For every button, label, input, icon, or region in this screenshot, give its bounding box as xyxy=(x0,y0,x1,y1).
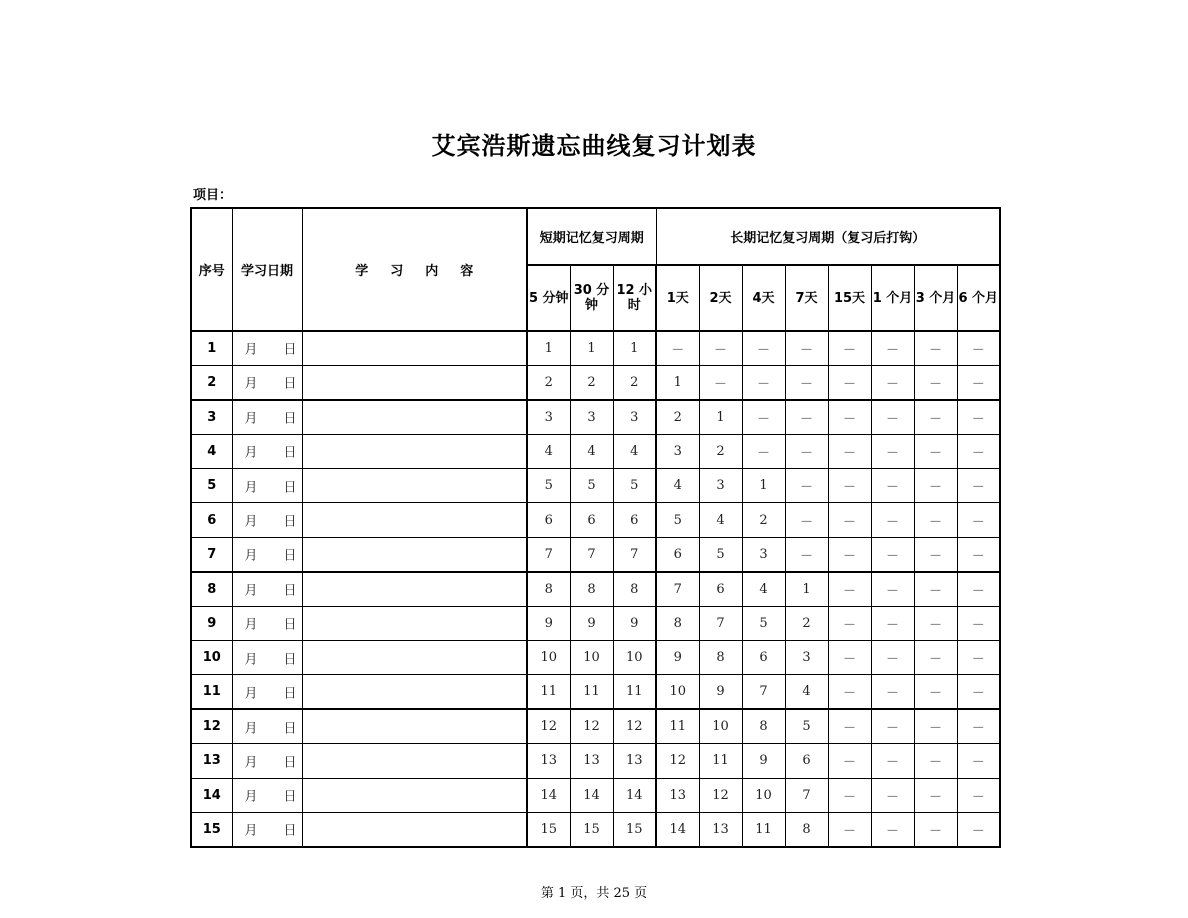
review-cell[interactable]: － xyxy=(828,572,871,606)
study-date-cell[interactable] xyxy=(232,434,302,468)
review-cell[interactable]: 6 xyxy=(742,641,785,675)
date-month-label: 月 xyxy=(244,652,258,668)
review-cell[interactable]: 13 xyxy=(527,744,570,778)
header-long-term: 长期记忆复习周期（复习后打钩） xyxy=(656,208,1000,265)
review-cell[interactable]: 5 xyxy=(570,469,613,503)
table-row xyxy=(191,503,1000,537)
review-cell[interactable]: － xyxy=(914,503,957,537)
study-date-cell[interactable] xyxy=(232,778,302,812)
study-content-cell[interactable] xyxy=(302,331,527,365)
review-cell[interactable]: － xyxy=(957,469,1000,503)
study-date-cell[interactable] xyxy=(232,537,302,571)
review-cell[interactable]: 8 xyxy=(785,812,828,846)
review-cell[interactable]: 10 xyxy=(570,641,613,675)
row-index: 4 xyxy=(191,434,232,468)
review-cell[interactable]: － xyxy=(914,400,957,434)
study-date-cell[interactable] xyxy=(232,744,302,778)
review-cell[interactable]: － xyxy=(828,641,871,675)
review-cell[interactable]: 2 xyxy=(699,434,742,468)
review-cell[interactable]: 11 xyxy=(699,744,742,778)
review-cell[interactable]: － xyxy=(914,572,957,606)
review-cell[interactable]: － xyxy=(656,331,699,365)
review-cell[interactable]: － xyxy=(914,641,957,675)
review-cell[interactable]: － xyxy=(828,365,871,399)
review-cell[interactable]: 13 xyxy=(613,744,656,778)
review-cell[interactable]: 6 xyxy=(785,744,828,778)
review-cell[interactable]: 13 xyxy=(656,778,699,812)
table-row xyxy=(191,641,1000,675)
review-cell[interactable]: 1 xyxy=(785,572,828,606)
review-cell[interactable]: 4 xyxy=(742,572,785,606)
review-cell[interactable]: － xyxy=(828,709,871,743)
review-cell[interactable]: － xyxy=(828,503,871,537)
study-date-cell[interactable] xyxy=(232,331,302,365)
review-cell[interactable]: － xyxy=(828,331,871,365)
review-cell[interactable]: － xyxy=(871,537,914,571)
study-content-cell[interactable] xyxy=(302,641,527,675)
review-cell[interactable]: 3 xyxy=(699,469,742,503)
review-cell[interactable]: － xyxy=(957,434,1000,468)
study-content-cell[interactable] xyxy=(302,400,527,434)
interval-header: 2天 xyxy=(699,265,742,331)
review-cell[interactable]: 5 xyxy=(785,709,828,743)
review-cell[interactable]: 9 xyxy=(527,606,570,640)
review-cell[interactable]: 11 xyxy=(570,675,613,709)
date-day-label: 日 xyxy=(283,480,297,496)
review-cell[interactable]: － xyxy=(742,365,785,399)
date-month-label: 月 xyxy=(244,480,258,496)
table-row xyxy=(191,331,1000,365)
review-cell[interactable]: － xyxy=(828,675,871,709)
header-row-1 xyxy=(191,208,1000,265)
review-cell[interactable]: 4 xyxy=(785,675,828,709)
review-cell[interactable]: 13 xyxy=(570,744,613,778)
review-cell[interactable]: － xyxy=(914,365,957,399)
review-cell[interactable]: － xyxy=(957,365,1000,399)
review-cell[interactable]: 3 xyxy=(527,400,570,434)
review-cell[interactable]: － xyxy=(957,641,1000,675)
date-month-label: 月 xyxy=(244,514,258,530)
review-cell[interactable]: 7 xyxy=(785,778,828,812)
review-cell[interactable]: 5 xyxy=(699,537,742,571)
review-cell[interactable]: － xyxy=(828,434,871,468)
review-cell[interactable]: － xyxy=(957,778,1000,812)
interval-header: 6 个月 xyxy=(957,265,1000,331)
study-date-cell[interactable] xyxy=(232,365,302,399)
review-cell[interactable]: 6 xyxy=(699,572,742,606)
review-cell[interactable]: － xyxy=(785,331,828,365)
review-cell[interactable]: － xyxy=(785,400,828,434)
date-month-label: 月 xyxy=(244,548,258,564)
review-cell[interactable]: 2 xyxy=(613,365,656,399)
date-day-label: 日 xyxy=(283,548,297,564)
review-cell[interactable]: 1 xyxy=(699,400,742,434)
study-date-cell[interactable] xyxy=(232,709,302,743)
date-month-label: 月 xyxy=(244,411,258,427)
review-cell[interactable]: 7 xyxy=(656,572,699,606)
review-cell[interactable]: 8 xyxy=(613,572,656,606)
date-month-label: 月 xyxy=(244,789,258,805)
table-row xyxy=(191,537,1000,571)
review-cell[interactable]: 4 xyxy=(527,434,570,468)
review-cell[interactable]: 11 xyxy=(656,709,699,743)
date-month-label: 月 xyxy=(244,583,258,599)
review-cell[interactable]: 10 xyxy=(699,709,742,743)
row-index: 9 xyxy=(191,606,232,640)
date-day-label: 日 xyxy=(283,583,297,599)
review-cell[interactable]: 11 xyxy=(527,675,570,709)
study-content-cell[interactable] xyxy=(302,469,527,503)
header-study-date: 学习日期 xyxy=(232,208,302,331)
interval-header: 7天 xyxy=(785,265,828,331)
header-content: 学习内容 xyxy=(302,208,527,331)
review-cell[interactable]: 1 xyxy=(570,331,613,365)
review-cell[interactable]: － xyxy=(914,812,957,846)
review-cell[interactable]: 2 xyxy=(527,365,570,399)
row-index: 11 xyxy=(191,675,232,709)
review-cell[interactable]: － xyxy=(785,365,828,399)
date-day-label: 日 xyxy=(283,652,297,668)
row-index: 8 xyxy=(191,572,232,606)
review-cell[interactable]: 2 xyxy=(785,606,828,640)
review-cell[interactable]: － xyxy=(871,778,914,812)
review-cell[interactable]: － xyxy=(699,331,742,365)
review-cell[interactable]: 7 xyxy=(699,606,742,640)
table-row xyxy=(191,778,1000,812)
review-cell[interactable]: － xyxy=(828,778,871,812)
page-footer: 第 1 页，共 25 页 xyxy=(540,886,648,901)
review-cell[interactable]: － xyxy=(871,606,914,640)
review-cell[interactable]: － xyxy=(742,434,785,468)
review-cell[interactable]: 7 xyxy=(570,537,613,571)
review-cell[interactable]: 7 xyxy=(742,675,785,709)
interval-header: 1天 xyxy=(656,265,699,331)
review-cell[interactable]: － xyxy=(914,537,957,571)
project-label: 项目： xyxy=(193,188,233,203)
review-cell[interactable]: 6 xyxy=(570,503,613,537)
date-month-label: 月 xyxy=(244,342,258,358)
review-cell[interactable]: 11 xyxy=(742,812,785,846)
review-cell[interactable]: 15 xyxy=(570,812,613,846)
date-day-label: 日 xyxy=(283,376,297,392)
date-day-label: 日 xyxy=(283,411,297,427)
review-cell[interactable]: － xyxy=(828,812,871,846)
table-row xyxy=(191,572,1000,606)
review-cell[interactable]: 3 xyxy=(785,641,828,675)
date-day-label: 日 xyxy=(283,445,297,461)
review-cell[interactable]: 5 xyxy=(613,469,656,503)
review-cell[interactable]: － xyxy=(914,469,957,503)
date-day-label: 日 xyxy=(283,342,297,358)
row-index: 14 xyxy=(191,778,232,812)
review-cell[interactable]: 8 xyxy=(699,641,742,675)
review-cell[interactable]: － xyxy=(957,744,1000,778)
table-row xyxy=(191,365,1000,399)
review-cell[interactable]: － xyxy=(871,469,914,503)
review-cell[interactable]: 4 xyxy=(613,434,656,468)
review-cell[interactable]: 10 xyxy=(656,675,699,709)
study-date-cell[interactable] xyxy=(232,503,302,537)
review-cell[interactable]: 14 xyxy=(656,812,699,846)
review-cell[interactable]: 6 xyxy=(656,537,699,571)
review-cell[interactable]: － xyxy=(914,434,957,468)
review-cell[interactable]: 3 xyxy=(656,434,699,468)
review-cell[interactable]: － xyxy=(699,365,742,399)
review-cell[interactable]: － xyxy=(871,365,914,399)
review-cell[interactable]: － xyxy=(871,709,914,743)
review-cell[interactable]: 2 xyxy=(656,400,699,434)
review-cell[interactable]: 12 xyxy=(656,744,699,778)
table-row xyxy=(191,469,1000,503)
study-content-cell[interactable] xyxy=(302,744,527,778)
review-cell[interactable]: 9 xyxy=(699,675,742,709)
date-day-label: 日 xyxy=(283,514,297,530)
review-cell[interactable]: 15 xyxy=(527,812,570,846)
date-month-label: 月 xyxy=(244,721,258,737)
review-cell[interactable]: － xyxy=(957,537,1000,571)
study-content-cell[interactable] xyxy=(302,434,527,468)
study-content-cell[interactable] xyxy=(302,675,527,709)
date-month-label: 月 xyxy=(244,823,258,839)
review-cell[interactable]: 12 xyxy=(699,778,742,812)
review-cell[interactable]: － xyxy=(957,331,1000,365)
review-cell[interactable]: － xyxy=(957,709,1000,743)
review-cell[interactable]: 9 xyxy=(570,606,613,640)
review-cell[interactable]: 5 xyxy=(527,469,570,503)
review-cell[interactable]: － xyxy=(742,400,785,434)
table-row xyxy=(191,606,1000,640)
review-cell[interactable]: － xyxy=(957,572,1000,606)
table-row xyxy=(191,675,1000,709)
header-index: 序号 xyxy=(191,208,232,331)
review-cell[interactable]: 2 xyxy=(570,365,613,399)
row-index: 6 xyxy=(191,503,232,537)
table-row xyxy=(191,709,1000,743)
review-cell[interactable]: 1 xyxy=(613,331,656,365)
review-cell[interactable]: 6 xyxy=(527,503,570,537)
review-cell[interactable]: － xyxy=(914,778,957,812)
interval-header: 15天 xyxy=(828,265,871,331)
review-cell[interactable]: 1 xyxy=(742,469,785,503)
review-cell[interactable]: 12 xyxy=(527,709,570,743)
review-cell[interactable]: － xyxy=(785,434,828,468)
interval-header: 4天 xyxy=(742,265,785,331)
review-cell[interactable]: 3 xyxy=(570,400,613,434)
review-cell[interactable]: 2 xyxy=(742,503,785,537)
study-content-cell[interactable] xyxy=(302,503,527,537)
date-day-label: 日 xyxy=(283,617,297,633)
review-cell[interactable]: － xyxy=(785,503,828,537)
date-day-label: 日 xyxy=(283,823,297,839)
study-date-cell[interactable] xyxy=(232,641,302,675)
review-cell[interactable]: 14 xyxy=(527,778,570,812)
review-cell[interactable]: 15 xyxy=(613,812,656,846)
review-cell[interactable]: 1 xyxy=(527,331,570,365)
table-row xyxy=(191,812,1000,846)
review-cell[interactable]: － xyxy=(871,503,914,537)
study-date-cell[interactable] xyxy=(232,812,302,846)
row-index: 12 xyxy=(191,709,232,743)
review-cell[interactable]: 5 xyxy=(742,606,785,640)
review-cell[interactable]: 11 xyxy=(613,675,656,709)
study-date-cell[interactable] xyxy=(232,400,302,434)
review-cell[interactable]: 8 xyxy=(570,572,613,606)
review-cell[interactable]: － xyxy=(957,606,1000,640)
row-index: 13 xyxy=(191,744,232,778)
review-cell[interactable]: 6 xyxy=(613,503,656,537)
date-month-label: 月 xyxy=(244,376,258,392)
study-content-cell[interactable] xyxy=(302,572,527,606)
date-month-label: 月 xyxy=(244,755,258,771)
review-cell[interactable]: 13 xyxy=(699,812,742,846)
review-cell[interactable]: － xyxy=(957,812,1000,846)
review-cell[interactable]: － xyxy=(957,400,1000,434)
review-cell[interactable]: 1 xyxy=(656,365,699,399)
page-title: 艾宾浩斯遗忘曲线复习计划表 xyxy=(431,132,757,160)
review-cell[interactable]: － xyxy=(828,606,871,640)
review-cell[interactable]: 4 xyxy=(570,434,613,468)
review-cell[interactable]: 8 xyxy=(742,709,785,743)
date-month-label: 月 xyxy=(244,617,258,633)
interval-header: 1 个月 xyxy=(871,265,914,331)
study-content-cell[interactable] xyxy=(302,365,527,399)
row-index: 15 xyxy=(191,812,232,846)
study-content-cell[interactable] xyxy=(302,606,527,640)
date-day-label: 日 xyxy=(283,789,297,805)
study-date-cell[interactable] xyxy=(232,675,302,709)
row-index: 7 xyxy=(191,537,232,571)
review-cell[interactable]: － xyxy=(871,434,914,468)
review-cell[interactable]: － xyxy=(871,331,914,365)
review-cell[interactable]: － xyxy=(742,331,785,365)
interval-header: 5 分钟 xyxy=(527,265,570,331)
review-cell[interactable]: 14 xyxy=(613,778,656,812)
review-cell[interactable]: － xyxy=(871,812,914,846)
review-cell[interactable]: － xyxy=(871,572,914,606)
review-plan-table xyxy=(190,207,1001,848)
row-index: 1 xyxy=(191,331,232,365)
study-content-cell[interactable] xyxy=(302,709,527,743)
review-cell[interactable]: 10 xyxy=(742,778,785,812)
table-row xyxy=(191,400,1000,434)
review-cell[interactable]: － xyxy=(871,641,914,675)
row-index: 5 xyxy=(191,469,232,503)
interval-header: 12 小时 xyxy=(613,265,656,331)
review-cell[interactable]: － xyxy=(871,675,914,709)
review-cell[interactable]: － xyxy=(828,469,871,503)
date-day-label: 日 xyxy=(283,755,297,771)
review-cell[interactable]: － xyxy=(957,503,1000,537)
review-cell[interactable]: 10 xyxy=(613,641,656,675)
review-cell[interactable]: － xyxy=(914,709,957,743)
review-cell[interactable]: － xyxy=(914,744,957,778)
review-cell[interactable]: 8 xyxy=(527,572,570,606)
review-cell[interactable]: － xyxy=(914,606,957,640)
review-cell[interactable]: － xyxy=(785,537,828,571)
review-cell[interactable]: － xyxy=(914,675,957,709)
study-content-cell[interactable] xyxy=(302,537,527,571)
study-date-cell[interactable] xyxy=(232,469,302,503)
review-cell[interactable]: － xyxy=(828,400,871,434)
date-month-label: 月 xyxy=(244,686,258,702)
review-cell[interactable]: 8 xyxy=(656,606,699,640)
review-cell[interactable]: 3 xyxy=(613,400,656,434)
row-index: 3 xyxy=(191,400,232,434)
review-cell[interactable]: 9 xyxy=(656,641,699,675)
review-cell[interactable]: 3 xyxy=(742,537,785,571)
header-short-term: 短期记忆复习周期 xyxy=(527,208,656,265)
date-day-label: 日 xyxy=(283,721,297,737)
row-index: 2 xyxy=(191,365,232,399)
date-month-label: 月 xyxy=(244,445,258,461)
review-cell[interactable]: － xyxy=(914,331,957,365)
interval-header: 3 个月 xyxy=(914,265,957,331)
review-cell[interactable]: － xyxy=(957,675,1000,709)
review-cell[interactable]: 14 xyxy=(570,778,613,812)
review-cell[interactable]: － xyxy=(828,537,871,571)
review-cell[interactable]: 10 xyxy=(527,641,570,675)
review-cell[interactable]: 5 xyxy=(656,503,699,537)
row-index: 10 xyxy=(191,641,232,675)
review-cell[interactable]: 4 xyxy=(656,469,699,503)
table-row xyxy=(191,434,1000,468)
study-date-cell[interactable] xyxy=(232,572,302,606)
review-cell[interactable]: 7 xyxy=(613,537,656,571)
review-cell[interactable]: － xyxy=(785,469,828,503)
date-day-label: 日 xyxy=(283,686,297,702)
review-cell[interactable]: 7 xyxy=(527,537,570,571)
review-cell[interactable]: 9 xyxy=(742,744,785,778)
review-cell[interactable]: － xyxy=(871,400,914,434)
study-date-cell[interactable] xyxy=(232,606,302,640)
table-row xyxy=(191,744,1000,778)
review-cell[interactable]: 12 xyxy=(613,709,656,743)
review-cell[interactable]: － xyxy=(871,744,914,778)
study-content-cell[interactable] xyxy=(302,812,527,846)
study-content-cell[interactable] xyxy=(302,778,527,812)
review-cell[interactable]: 12 xyxy=(570,709,613,743)
review-cell[interactable]: 9 xyxy=(613,606,656,640)
review-cell[interactable]: － xyxy=(828,744,871,778)
review-cell[interactable]: 4 xyxy=(699,503,742,537)
interval-header: 30 分钟 xyxy=(570,265,613,331)
